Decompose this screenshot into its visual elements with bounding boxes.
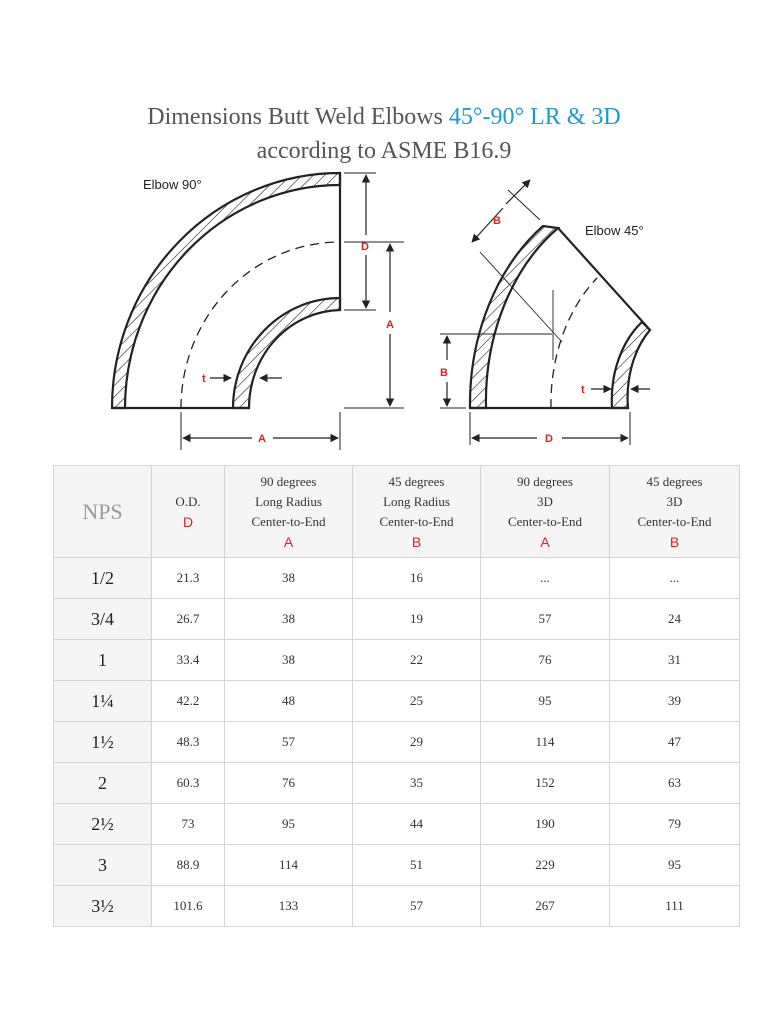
header-symbol: B	[669, 533, 680, 550]
table-cell: 21.3	[152, 558, 225, 599]
page-title	[0, 100, 768, 168]
table-cell: 29	[353, 722, 481, 763]
table-cell: 101.6	[152, 886, 225, 927]
table-cell: 26.7	[152, 599, 225, 640]
table-cell: 95	[481, 681, 610, 722]
table-cell: 51	[353, 845, 481, 886]
header-line: 90 degrees	[260, 473, 317, 489]
table-row	[54, 763, 740, 804]
table-row	[54, 599, 740, 640]
header-line: Center-to-End	[507, 513, 583, 529]
table-cell: 95	[610, 845, 740, 886]
elbow-45-label-t: t	[581, 384, 585, 396]
table-cell: 60.3	[152, 763, 225, 804]
table-header	[54, 466, 740, 558]
header-nps	[54, 466, 152, 558]
elbow-90-label-t: t	[202, 373, 206, 385]
title-highlight: 45°-90° LR & 3D	[448, 104, 621, 130]
header-line: 3D	[666, 493, 683, 509]
elbow-90-label-a-vertical: A	[386, 319, 394, 331]
table-cell: 19	[353, 599, 481, 640]
table-cell: 48.3	[152, 722, 225, 763]
table-cell: 111	[610, 886, 740, 927]
header-90-lr-a	[225, 466, 353, 558]
title-line-2: according to ASME B16.9	[256, 138, 512, 164]
table-row	[54, 804, 740, 845]
table-cell: 44	[353, 804, 481, 845]
table-cell: 79	[610, 804, 740, 845]
table-cell: 229	[481, 845, 610, 886]
header-line: Long Radius	[255, 493, 322, 509]
elbow-diagram	[0, 160, 768, 460]
header-45-lr-b	[353, 466, 481, 558]
elbow-90-label-d: D	[361, 241, 369, 253]
table-cell: 25	[353, 681, 481, 722]
table-cell: 267	[481, 886, 610, 927]
table-cell: 38	[225, 558, 353, 599]
header-od	[152, 466, 225, 558]
nps-cell: 1¼	[54, 681, 152, 722]
header-line: Center-to-End	[637, 513, 712, 529]
header-90-3d-a	[481, 466, 610, 558]
table-row	[54, 722, 740, 763]
elbow-45-drawing	[440, 180, 650, 445]
header-line: Center-to-End	[251, 513, 326, 529]
header-line: 3D	[537, 493, 553, 509]
table-cell: 39	[610, 681, 740, 722]
table-cell: 38	[225, 599, 353, 640]
table-body	[54, 558, 740, 927]
nps-cell: 3½	[54, 886, 152, 927]
nps-cell: 1½	[54, 722, 152, 763]
header-line: Center-to-End	[379, 513, 454, 529]
table-row	[54, 845, 740, 886]
table-row	[54, 558, 740, 599]
elbow-45-label-b-top: B	[493, 215, 501, 227]
table-cell: ...	[610, 558, 740, 599]
elbow-drawings	[0, 160, 768, 460]
table-cell: 190	[481, 804, 610, 845]
nps-cell: 2	[54, 763, 152, 804]
elbow-45-label-d: D	[545, 433, 553, 445]
elbow-90-caption: Elbow 90°	[143, 177, 202, 192]
title-prefix: Dimensions Butt Weld Elbows	[147, 104, 449, 130]
table-row	[54, 886, 740, 927]
table-cell: 57	[353, 886, 481, 927]
table-cell: 63	[610, 763, 740, 804]
nps-cell: 2½	[54, 804, 152, 845]
table-cell: 47	[610, 722, 740, 763]
nps-cell: 3/4	[54, 599, 152, 640]
table-cell: 133	[225, 886, 353, 927]
elbow-45-label-b-side: B	[440, 367, 448, 379]
elbow-90-label-a-horizontal: A	[258, 433, 266, 445]
header-line: NPS	[82, 498, 123, 524]
table-cell: 114	[481, 722, 610, 763]
table-cell: 88.9	[152, 845, 225, 886]
table-cell: 16	[353, 558, 481, 599]
table-header-row	[54, 466, 740, 558]
table-cell: 24	[610, 599, 740, 640]
table-row	[54, 640, 740, 681]
header-45-3d-b	[610, 466, 740, 558]
header-symbol: D	[182, 513, 194, 530]
table-cell: 22	[353, 640, 481, 681]
nps-cell: 3	[54, 845, 152, 886]
table-cell: 57	[481, 599, 610, 640]
elbow-45-caption: Elbow 45°	[585, 223, 644, 238]
table-cell: 48	[225, 681, 353, 722]
header-line: 90 degrees	[517, 473, 573, 489]
table-cell: 38	[225, 640, 353, 681]
table-cell: 42.2	[152, 681, 225, 722]
table-cell: ...	[481, 558, 610, 599]
header-symbol: A	[540, 533, 550, 550]
table-cell: 76	[481, 640, 610, 681]
header-line: O.D.	[175, 493, 201, 509]
header-line: 45 degrees	[646, 473, 703, 489]
table-cell: 35	[353, 763, 481, 804]
table-cell: 33.4	[152, 640, 225, 681]
table-cell: 114	[225, 845, 353, 886]
nps-cell: 1	[54, 640, 152, 681]
table-cell: 95	[225, 804, 353, 845]
title-line-1	[0, 100, 768, 134]
table-row	[54, 681, 740, 722]
header-line: 45 degrees	[388, 473, 445, 489]
header-symbol: B	[411, 533, 422, 550]
table-cell: 152	[481, 763, 610, 804]
table-cell: 73	[152, 804, 225, 845]
elbow-90-drawing	[112, 173, 404, 450]
table-cell: 76	[225, 763, 353, 804]
table-cell: 31	[610, 640, 740, 681]
header-line: Long Radius	[383, 493, 450, 509]
header-symbol: A	[283, 533, 294, 550]
table-cell: 57	[225, 722, 353, 763]
nps-cell: 1/2	[54, 558, 152, 599]
dimensions-table	[53, 465, 740, 927]
